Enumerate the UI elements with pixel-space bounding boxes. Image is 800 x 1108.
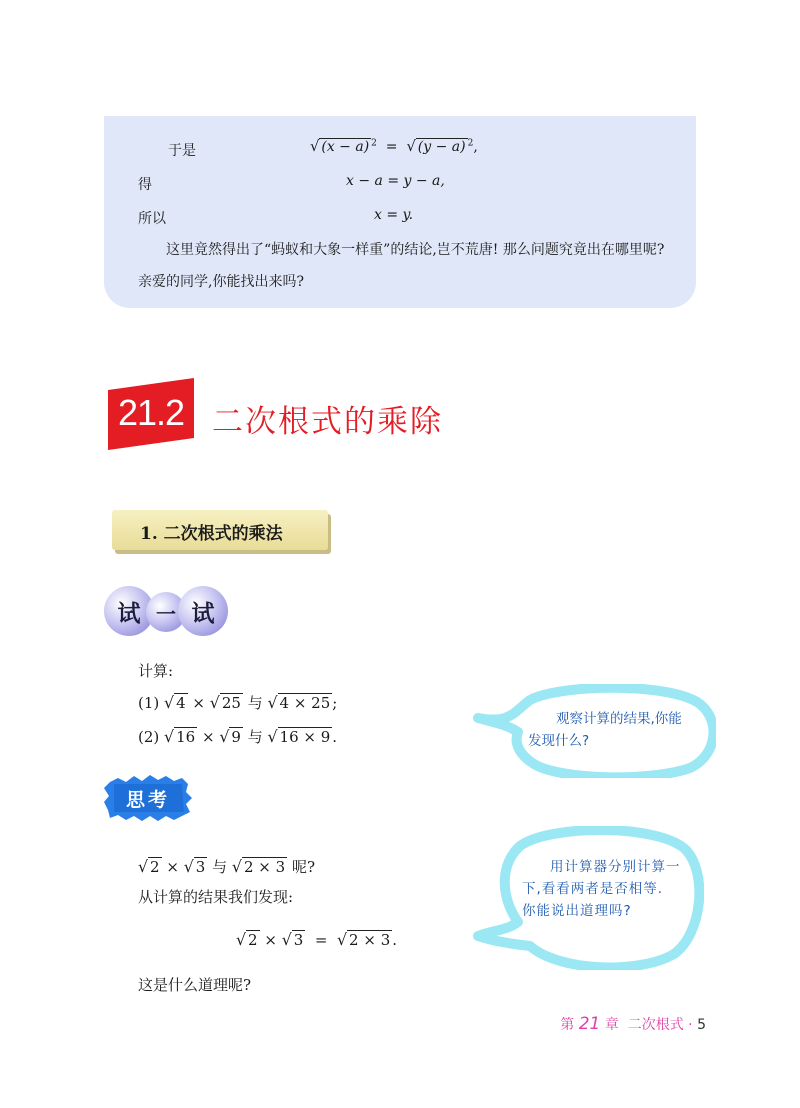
item1-and: 与 [247, 694, 263, 712]
q-b: 3 [195, 858, 206, 876]
q-c: 2 × 3 [243, 858, 286, 876]
think-why: 这是什么道理呢? [138, 976, 252, 994]
bubble-2-text: 用计算器分别计算一下,看看两者是否相等. 你能说出道理吗? [522, 859, 681, 919]
section-title: 二次根式的乘除 [212, 404, 443, 440]
line1-right-arg: (y − a) [417, 139, 466, 155]
q-a: 2 [150, 858, 160, 876]
line1-equation: √ (x − a) $^2$ = √ (y − a) $^2$, [310, 138, 478, 155]
footer-dot: · [688, 1017, 693, 1033]
item2-end: . [332, 728, 338, 746]
box-paragraph: 这里竟然得出了“蚂蚁和大象一样重”的结论,岂不荒唐! 那么问题究竟出在哪里呢? 亲爱的同学,你能找出来吗? [138, 242, 665, 290]
footer-title: 二次根式 [627, 1017, 684, 1033]
item2-and: 与 [247, 728, 263, 746]
think-badge [104, 774, 192, 822]
line2-expr: x − a = y − a, [346, 173, 445, 189]
subsection-title: 1. 二次根式的乘法 [140, 524, 283, 544]
item1-index: (1) [138, 694, 160, 712]
item1-b: 25 [221, 694, 241, 712]
item1-end: ; [332, 694, 338, 712]
item2-c: 16 × 9 [279, 728, 331, 746]
subsection-heading [112, 510, 328, 550]
compute-label: 计算: [138, 662, 174, 680]
think-found: 从计算的结果我们发现: [138, 888, 294, 906]
think-badge-text: 思考 [125, 789, 170, 811]
line1-left-arg: (x − a) [321, 139, 370, 155]
compute-item-1: (1) √ 4 × √ 25 与 √ 4 × 25 ; [138, 693, 338, 712]
q-times: × [166, 858, 179, 876]
item2-index: (2) [138, 728, 160, 746]
line1-left-exp: 2 [371, 138, 377, 149]
eq-c: 2 × 3 [349, 931, 391, 949]
item2-a: 16 [176, 728, 196, 746]
line1-end: , [473, 139, 478, 155]
footer-chapter-suffix: 章 [604, 1017, 619, 1033]
page-footer [560, 1014, 706, 1034]
line1-label: 于是 [168, 143, 196, 159]
try-badge-ball-3 [178, 586, 228, 636]
eq-b: 3 [293, 931, 304, 949]
footer-chapter-prefix: 第 [560, 1017, 575, 1033]
line1-eq: = [385, 139, 398, 155]
q-and: 与 [212, 858, 228, 876]
bubble-1-text: 观察计算的结果,你能发现什么? [528, 711, 682, 749]
eq-times: × [264, 931, 277, 949]
line1-right-exp: 2 [467, 138, 474, 149]
think-equation: √ 2 × √ 3 = √ 2 × 3 . [236, 930, 398, 949]
try-badge-char-2: 一 [156, 602, 176, 626]
think-question: √ 2 × √ 3 与 √ 2 × 3 呢? [138, 857, 315, 876]
item2-b: 9 [231, 728, 241, 746]
q-end: 呢? [291, 858, 315, 876]
item1-a: 4 [176, 694, 186, 712]
try-badge-char-1: 试 [117, 601, 141, 627]
try-badge [104, 584, 222, 638]
section-number: 21.2 [117, 392, 185, 433]
item1-times: × [192, 694, 205, 712]
try-badge-char-3: 试 [191, 601, 215, 627]
item2-times: × [201, 728, 215, 746]
page-number: 5 [697, 1017, 706, 1033]
eq-a: 2 [248, 931, 258, 949]
compute-item-2: (2) √ 16 × √ 9 与 √ 16 × 9 . [138, 727, 338, 746]
line3-label: 所以 [138, 211, 166, 227]
line3-expr: x = y. [374, 207, 414, 223]
line2-label: 得 [138, 177, 152, 193]
footer-chapter-num: 21 [578, 1014, 601, 1034]
eq-end: . [392, 931, 398, 949]
item1-c: 4 × 25 [279, 694, 331, 712]
eq-eq: = [314, 931, 328, 949]
section-number-badge [108, 378, 194, 450]
